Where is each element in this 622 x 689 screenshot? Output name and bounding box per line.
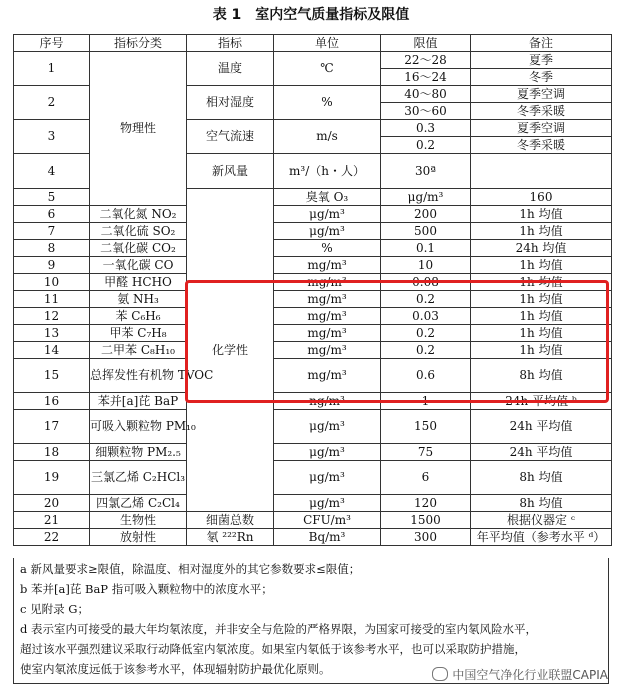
header-row [14, 35, 612, 52]
header-cell: 指标 [187, 35, 274, 52]
row-number: 7 [14, 223, 90, 240]
row-number: 10 [14, 274, 90, 291]
row-number: 12 [14, 308, 90, 325]
table-row [14, 393, 612, 410]
remark-cell: 夏季空调 [471, 86, 612, 103]
unit-cell: mg/m³ [274, 274, 381, 291]
table-row [14, 52, 612, 69]
table-row [14, 223, 612, 240]
limit-cell: 30ª [381, 154, 471, 189]
table-row [14, 325, 612, 342]
unit-cell: mg/m³ [274, 257, 381, 274]
limit-cell: 30～60 [381, 103, 471, 120]
limit-cell: 160 [471, 189, 612, 206]
unit-cell: % [274, 240, 381, 257]
limit-cell: 16～24 [381, 69, 471, 86]
indicator-cell: 可吸入颗粒物 PM₁₀ [90, 410, 187, 444]
unit-cell: ℃ [274, 52, 381, 86]
header-cell: 备注 [471, 35, 612, 52]
row-number: 18 [14, 444, 90, 461]
indicator-cell: 甲醛 HCHO [90, 274, 187, 291]
limit-cell: 1 [381, 393, 471, 410]
remark-cell: 1h 均值 [471, 342, 612, 359]
remark-cell: 冬季采暖 [471, 103, 612, 120]
limit-cell: 150 [381, 410, 471, 444]
remark-cell: 1h 均值 [471, 257, 612, 274]
remark-cell: 1h 均值 [471, 223, 612, 240]
unit-cell: CFU/m³ [274, 512, 381, 529]
indicator-cell: 相对湿度 [187, 86, 274, 120]
row-number: 2 [14, 86, 90, 120]
row-number: 4 [14, 154, 90, 189]
limit-cell: 0.2 [381, 342, 471, 359]
unit-cell: m³/（h・人） [274, 154, 381, 189]
indicator-cell: 四氯乙烯 C₂Cl₄ [90, 495, 187, 512]
limit-cell: 200 [381, 206, 471, 223]
air-quality-table [13, 34, 612, 546]
row-number: 16 [14, 393, 90, 410]
unit-cell: mg/m³ [274, 359, 381, 393]
unit-cell: mg/m³ [274, 308, 381, 325]
limit-cell: 0.6 [381, 359, 471, 393]
remark-cell: 1h 均值 [471, 291, 612, 308]
row-number: 5 [14, 189, 90, 206]
limit-cell: 0.08 [381, 274, 471, 291]
unit-cell: mg/m³ [274, 342, 381, 359]
table-row [14, 274, 612, 291]
category-cell: 物理性 [90, 52, 187, 206]
indicator-cell: 氡 ²²²Rn [187, 529, 274, 546]
unit-cell: μg/m³ [274, 410, 381, 444]
remark-cell: 8h 均值 [471, 495, 612, 512]
indicator-cell: 二甲苯 C₈H₁₀ [90, 342, 187, 359]
table-row [14, 359, 612, 393]
indicator-cell: 甲苯 C₇H₈ [90, 325, 187, 342]
remark-cell [471, 154, 612, 189]
limit-cell: 1500 [381, 512, 471, 529]
footnote: 使室内氡浓度远低于该参考水平，体现辐射防护最优化原则。 [20, 662, 331, 676]
limit-cell: 0.2 [381, 325, 471, 342]
row-number: 1 [14, 52, 90, 86]
header-cell: 序号 [14, 35, 90, 52]
header-cell: 限值 [381, 35, 471, 52]
remark-cell: 1h 均值 [471, 308, 612, 325]
row-number: 21 [14, 512, 90, 529]
indicator-cell: 细颗粒物 PM₂.₅ [90, 444, 187, 461]
header-cell: 指标分类 [90, 35, 187, 52]
remark-cell: 冬季采暖 [471, 137, 612, 154]
table-row [14, 529, 612, 546]
category-cell: 生物性 [90, 512, 187, 529]
table-row [14, 444, 612, 461]
limit-cell: 0.1 [381, 240, 471, 257]
row-number: 15 [14, 359, 90, 393]
table-row [14, 257, 612, 274]
unit-cell: μg/m³ [274, 461, 381, 495]
row-number: 20 [14, 495, 90, 512]
indicator-cell: 苯并[a]芘 BaP [90, 393, 187, 410]
indicator-cell: 二氧化碳 CO₂ [90, 240, 187, 257]
remark-cell: 1h 均值 [471, 274, 612, 291]
remark-cell: 夏季空调 [471, 120, 612, 137]
limit-cell: 6 [381, 461, 471, 495]
table-row [14, 240, 612, 257]
limit-cell: 75 [381, 444, 471, 461]
unit-cell: μg/m³ [274, 206, 381, 223]
remark-cell: 根据仪器定 ᶜ [471, 512, 612, 529]
row-number: 9 [14, 257, 90, 274]
table-caption: 表 1 室内空气质量指标及限值 [212, 7, 410, 23]
remark-cell: 8h 均值 [471, 461, 612, 495]
row-number: 11 [14, 291, 90, 308]
table-row [14, 206, 612, 223]
unit-cell: Bq/m³ [274, 529, 381, 546]
unit-cell: μg/m³ [274, 223, 381, 240]
remark-cell: 夏季 [471, 52, 612, 69]
table-row [14, 495, 612, 512]
footnote: c 见附录 G； [20, 602, 89, 616]
indicator-cell: 细菌总数 [187, 512, 274, 529]
limit-cell: 22～28 [381, 52, 471, 69]
footnote: b 苯并[a]芘 BaP 指可吸入颗粒物中的浓度水平； [20, 582, 273, 596]
limit-cell: 0.03 [381, 308, 471, 325]
footnote: a 新风量要求≥限值，除温度、相对湿度外的其它参数要求≤限值； [20, 562, 361, 576]
category-cell: 化学性 [187, 189, 274, 512]
remark-cell: 1h 均值 [471, 325, 612, 342]
indicator-cell: 新风量 [187, 154, 274, 189]
table-row [14, 410, 612, 444]
limit-cell: 120 [381, 495, 471, 512]
row-number: 8 [14, 240, 90, 257]
footnote: 超过该水平强烈建议采取行动降低室内氡浓度。如果室内氡低于该参考水平，也可以采取防护措施， [20, 642, 526, 656]
row-number: 19 [14, 461, 90, 495]
remark-cell: 24h 平均值 [471, 410, 612, 444]
watermark [428, 666, 608, 683]
unit-cell: mg/m³ [274, 291, 381, 308]
limit-cell: 0.3 [381, 120, 471, 137]
row-number: 6 [14, 206, 90, 223]
row-number: 14 [14, 342, 90, 359]
footnote: d 表示室内可接受的最大年均氡浓度，并非安全与危险的严格界限，为国家可接受的室内氡风险水平， [20, 622, 538, 636]
remark-cell: 24h 平均值 ᵇ [471, 393, 612, 410]
unit-cell: μg/m³ [274, 495, 381, 512]
limit-cell: 0.2 [381, 291, 471, 308]
limit-cell: 500 [381, 223, 471, 240]
indicator-cell: 氨 NH₃ [90, 291, 187, 308]
row-number: 17 [14, 410, 90, 444]
indicator-cell: 三氯乙烯 C₂HCl₃ [90, 461, 187, 495]
indicator-cell: 总挥发性有机物 TVOC [90, 359, 187, 393]
limit-cell: 10 [381, 257, 471, 274]
indicator-cell: 苯 C₆H₆ [90, 308, 187, 325]
unit-cell: μg/m³ [274, 444, 381, 461]
remark-cell: 8h 均值 [471, 359, 612, 393]
table-row [14, 461, 612, 495]
indicator-cell: 空气流速 [187, 120, 274, 154]
unit-cell: ng/m³ [274, 393, 381, 410]
indicator-cell: 臭氧 O₃ [274, 189, 381, 206]
table-row [14, 512, 612, 529]
limit-cell: 300 [381, 529, 471, 546]
unit-cell: % [274, 86, 381, 120]
indicator-cell: 二氧化硫 SO₂ [90, 223, 187, 240]
category-cell: 放射性 [90, 529, 187, 546]
row-number: 13 [14, 325, 90, 342]
wechat-icon [432, 667, 448, 681]
table-row [14, 342, 612, 359]
unit-cell: μg/m³ [381, 189, 471, 206]
remark-cell: 24h 平均值 [471, 444, 612, 461]
table-row [14, 291, 612, 308]
table-row [14, 308, 612, 325]
remark-cell: 1h 均值 [471, 206, 612, 223]
remark-cell: 冬季 [471, 69, 612, 86]
row-number: 3 [14, 120, 90, 154]
header-cell: 单位 [274, 35, 381, 52]
indicator-cell: 温度 [187, 52, 274, 86]
remark-cell: 年平均值（参考水平 ᵈ） [471, 529, 612, 546]
watermark-text: 中国空气净化行业联盟CAPIA [452, 668, 608, 682]
remark-cell: 24h 均值 [471, 240, 612, 257]
indicator-cell: 二氧化氮 NO₂ [90, 206, 187, 223]
unit-cell: mg/m³ [274, 325, 381, 342]
limit-cell: 40～80 [381, 86, 471, 103]
row-number: 22 [14, 529, 90, 546]
indicator-cell: 一氧化碳 CO [90, 257, 187, 274]
unit-cell: m/s [274, 120, 381, 154]
limit-cell: 0.2 [381, 137, 471, 154]
